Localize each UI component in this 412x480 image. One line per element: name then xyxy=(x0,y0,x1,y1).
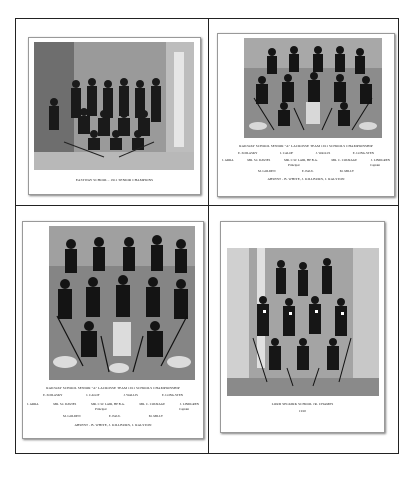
team-title: RAILWAY SCHOOL SENIOR "A" LACROSSE TEAM 1911 SCHOOLS CHAMPIONSHIP xyxy=(239,144,373,148)
player-name: MR. C. COURAGE xyxy=(139,402,166,406)
player-name: E. PAUL xyxy=(108,414,121,418)
player-name: M. MILLY xyxy=(148,414,163,418)
team-photo-eastway xyxy=(34,42,194,170)
absent-list: ABSENT - B. WHITE, J. KILLBURN, J. RALSTON xyxy=(74,423,152,427)
player-name: M. GOLDEN xyxy=(63,414,81,418)
player-name: E. PAUL xyxy=(301,169,314,173)
names-row-3 xyxy=(258,169,354,173)
names-row-1 xyxy=(238,151,374,155)
team-title: RAILWAY SCHOOL SENIOR "A" LACROSSE TEAM 1911 SCHOOLS CHAMPIONSHIP xyxy=(46,386,180,390)
photo-grid xyxy=(15,18,399,454)
names-row-3 xyxy=(63,414,163,418)
player-name: J. LINDGREN xyxy=(179,402,199,406)
player-name: I. CALOF xyxy=(280,151,294,155)
player-name: I. CALOF xyxy=(86,393,100,397)
photo-caption: EASTWAY SCHOOL - 1911 SENIOR CHAMPIONS xyxy=(75,178,154,182)
role-label: Captain xyxy=(179,407,189,411)
team-photo-eastway-image xyxy=(34,42,194,170)
team-photo-railway-image xyxy=(244,38,382,138)
team-photo-railway-2-image xyxy=(49,226,195,380)
names-row-1 xyxy=(43,393,183,397)
player-name: MR. C.W. LAIR, HP B.A. xyxy=(91,402,125,406)
player-name: J. WALLIS xyxy=(315,151,331,155)
absent-list: ABSENT - B. WHITE, J. KILLBURN, J. RALSTON xyxy=(267,177,345,181)
player-name: MR. S.I. DAVIES xyxy=(247,158,271,162)
team-photo-lord-selkirk xyxy=(227,248,379,396)
photo-card-railway-top xyxy=(217,33,395,197)
player-name: E. LONG.STEN xyxy=(352,151,374,155)
photo-card-railway-bottom xyxy=(22,221,204,439)
photo-caption: LORD SELKIRK SCHOOL JR. CHAMPS xyxy=(271,402,334,406)
photo-card-lord-selkirk xyxy=(220,221,385,433)
player-name: E. ZOILASKY xyxy=(43,393,63,397)
grid-divider-vertical xyxy=(208,19,209,453)
player-name: E. ZOILASKY xyxy=(238,151,258,155)
role-label: Principal xyxy=(288,163,300,167)
player-name: J. ARRA xyxy=(222,158,234,162)
team-photo-railway-2 xyxy=(49,226,195,380)
player-name: E. LONG.STEN xyxy=(161,393,183,397)
player-name: J. ARRA xyxy=(27,402,39,406)
player-name: MR. C. COURAGE xyxy=(331,158,358,162)
player-name: J. WALLIS xyxy=(123,393,138,397)
names-row-2-roles xyxy=(288,163,380,167)
team-photo-railway xyxy=(244,38,382,138)
player-name: J. LINDGREN xyxy=(370,158,390,162)
player-name: M. MILLY xyxy=(339,169,354,173)
photo-year: 1910 xyxy=(298,409,307,413)
grid-divider-horizontal xyxy=(16,205,398,206)
role-label: Principal xyxy=(95,407,107,411)
photo-card-eastway xyxy=(28,37,201,195)
player-name: M. GOLDEN xyxy=(258,169,276,173)
team-photo-lord-selkirk-image xyxy=(227,248,379,396)
names-row-2 xyxy=(27,402,199,406)
player-name: MR. C.W. LAIR, HP B.A. xyxy=(284,158,318,162)
player-name: MR. S.I. DAVIES xyxy=(53,402,77,406)
names-row-2 xyxy=(222,158,390,162)
names-row-2-roles xyxy=(95,407,189,411)
role-label: Captain xyxy=(370,163,380,167)
